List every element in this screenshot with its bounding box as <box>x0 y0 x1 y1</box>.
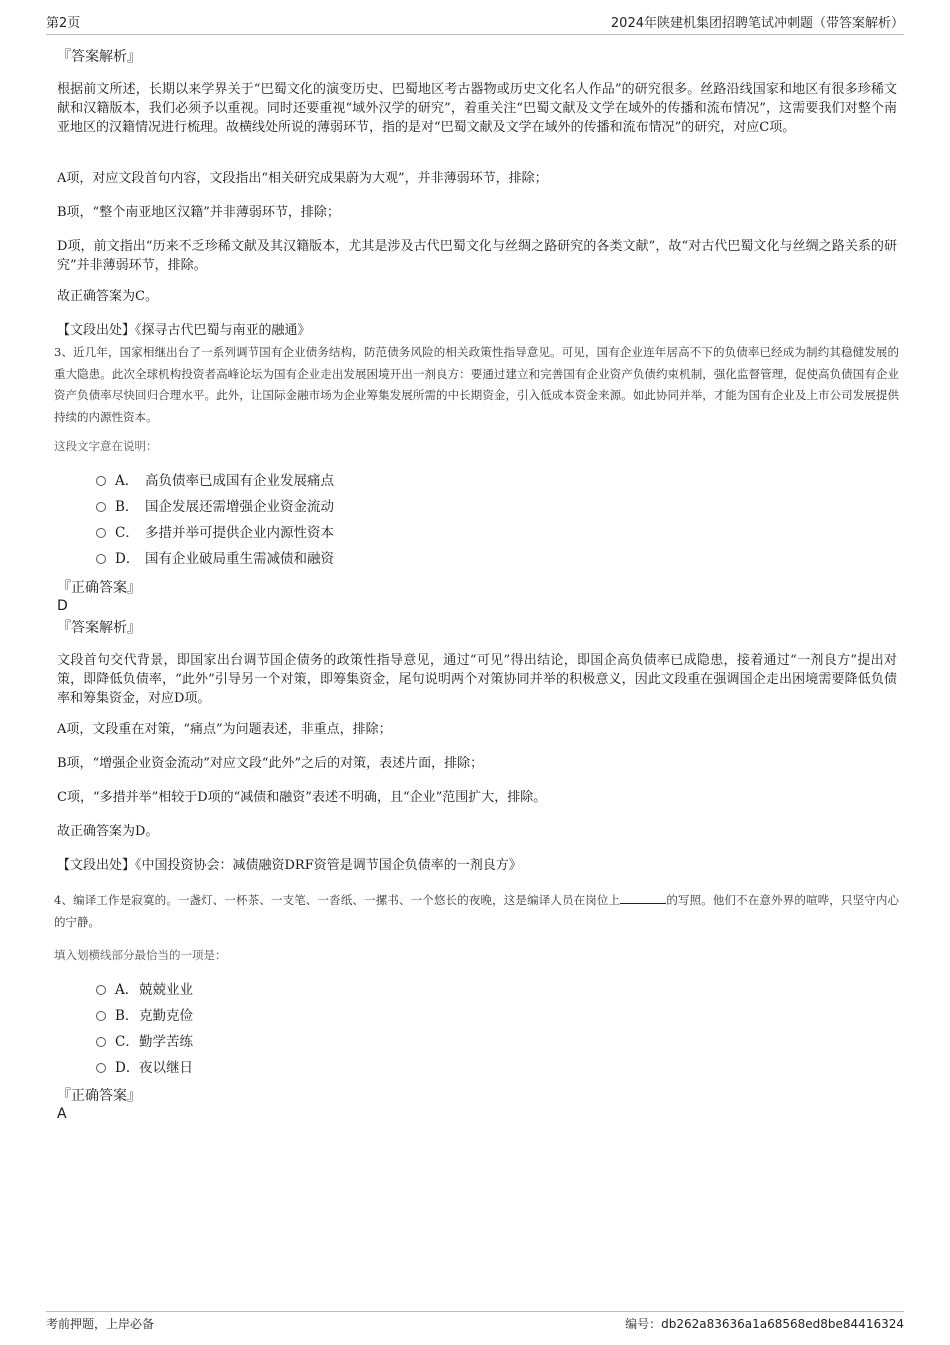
q3-analysis-paragraph: 文段首句交代背景，即国家出台调节国企债务的政策性指导意见，通过“可见”得出结论，即国企高负债率已成隐患，接着通过“一剂良方”提出对策，即降低负债率，“此外”引导另一个对策，即筹集资金，尾句说明两个对策协同并举的积极意义，因此文段重在强调国企走出困境需要降低负债率和筹集资金，对应D项。 <box>57 653 897 706</box>
q3-option-c[interactable] <box>96 523 334 543</box>
option-letter: B． <box>115 499 139 515</box>
q3-conclusion: 故正确答案为D。 <box>57 824 159 839</box>
q2-source: 【文段出处】《探寻古代巴蜀与南亚的融通》 <box>57 323 311 338</box>
radio-icon[interactable] <box>96 554 106 564</box>
radio-icon[interactable] <box>96 1037 106 1047</box>
option-letter: A． <box>115 982 139 998</box>
document-title: 2024年陕建机集团招聘笔试冲刺题（带答案解析） <box>610 16 904 31</box>
q3-answer-value: D <box>57 598 68 614</box>
q3-stem: 3、近几年，国家相继出台了一系列调节国有企业债务结构，防范债务风险的相关政策性指导意见。可见，国有企业连年居高不下的负债率已经成为制约其稳健发展的重大隐患。此次全球机构投资者高峰论坛为国有企业走出发展困境开出一剂良方：要通过建立和完善国有企业资产负债约束机制，强化监督管理，促使高负债国有企业资产负债率尽快回归合理水平。此外，让国际金融市场为企业筹集发展所需的中长期资金，引入低成本资金来源。如此协同并举，才能为国有企业及上市公司发展提供持续的内源性资本。 <box>54 345 899 424</box>
page-footer <box>46 1311 904 1334</box>
option-text: 国有企业破局重生需减债和融资 <box>145 551 334 567</box>
q3-option-b[interactable] <box>96 497 334 517</box>
q4-stem-part-2: 的写照。他们不在意外界的喧哗，只坚守内心的宁静。 <box>54 893 900 929</box>
q4-option-d[interactable] <box>96 1058 193 1078</box>
radio-icon[interactable] <box>96 476 106 486</box>
q3-option-a[interactable] <box>96 471 334 491</box>
option-letter: D． <box>115 1060 140 1076</box>
option-text: 多措并举可提供企业内源性资本 <box>145 525 334 541</box>
q3-option-a-analysis: A项，文段重在对策，“痛点”为问题表述，非重点，排除； <box>57 722 392 737</box>
page-header <box>46 14 904 35</box>
q3-analysis-heading: 『答案解析』 <box>57 620 141 636</box>
option-text: 勤学苦练 <box>139 1034 193 1050</box>
q2-analysis-heading: 『答案解析』 <box>57 49 141 65</box>
q3-instruction: 这段文字意在说明： <box>54 439 158 453</box>
radio-icon[interactable] <box>96 1063 106 1073</box>
radio-icon[interactable] <box>96 528 106 538</box>
q2-option-a-analysis: A项，对应文段首句内容，文段指出“相关研究成果蔚为大观”，并非薄弱环节，排除； <box>57 171 548 186</box>
q4-option-a[interactable] <box>96 980 193 1000</box>
q4-answer-heading: 『正确答案』 <box>57 1088 141 1104</box>
footer-slogan: 考前押题，上岸必备 <box>46 1317 155 1331</box>
q4-instruction: 填入划横线部分最恰当的一项是： <box>54 948 227 962</box>
q4-answer-value: A <box>57 1106 67 1122</box>
option-text: 克勤克俭 <box>139 1008 193 1024</box>
option-text: 国企发展还需增强企业资金流动 <box>145 499 334 515</box>
radio-icon[interactable] <box>96 985 106 995</box>
q3-option-b-analysis: B项，“增强企业资金流动”对应文段“此外”之后的对策，表述片面，排除； <box>57 756 484 771</box>
q4-option-b[interactable] <box>96 1006 193 1026</box>
q2-option-d-analysis: D项，前文指出“历来不乏珍稀文献及其汉籍版本，尤其是涉及古代巴蜀文化与丝绸之路研究的各类文献”，故“对古代巴蜀文化与丝绸之路关系的研究”并非薄弱环节，排除。 <box>57 239 897 273</box>
q2-conclusion: 故正确答案为C。 <box>57 289 158 304</box>
radio-icon[interactable] <box>96 1011 106 1021</box>
q3-option-d[interactable] <box>96 549 334 569</box>
q4-fill-blank <box>620 891 666 904</box>
radio-icon[interactable] <box>96 502 106 512</box>
q4-option-c[interactable] <box>96 1032 193 1052</box>
document-code: 编号：db262a83636a1a68568ed8be84416324 <box>625 1317 904 1331</box>
option-letter: C． <box>115 1034 139 1050</box>
option-letter: D． <box>115 551 140 567</box>
option-text: 夜以继日 <box>139 1060 193 1076</box>
page-number: 第2页 <box>46 16 81 31</box>
q2-analysis-paragraph: 根据前文所述，长期以来学界关于“巴蜀文化的演变历史、巴蜀地区考古器物或历史文化名人作品”的研究很多。丝路沿线国家和地区有很多珍稀文献和汉籍版本，我们必须予以重视。同时还要重视“域外汉学的研究”，着重关注“巴蜀文献及文学在域外的传播和流布情况”，这需要我们对整个南亚地区的汉籍情况进行梳理。故横线处所说的薄弱环节，指的是对“巴蜀文献及文学在域外的传播和流布情况”的研究，对应C项。 <box>57 82 897 135</box>
q4-stem-part-1: 4、编译工作是寂寞的。一盏灯、一杯茶、一支笔、一沓纸、一摞书、一个悠长的夜晚，这是编译人员在岗位上 <box>54 893 621 907</box>
option-text: 高负债率已成国有企业发展痛点 <box>145 473 334 489</box>
q3-option-c-analysis: C项，“多措并举”相较于D项的“减债和融资”表述不明确，且“企业”范围扩大，排除。 <box>57 790 547 805</box>
option-letter: C． <box>115 525 139 541</box>
option-text: 兢兢业业 <box>139 982 193 998</box>
q3-source: 【文段出处】《中国投资协会：减债融资DRF资管是调节国企负债率的一剂良方》 <box>57 858 522 873</box>
option-letter: A． <box>115 473 139 489</box>
q3-answer-heading: 『正确答案』 <box>57 580 141 596</box>
q2-option-b-analysis: B项，“整个南亚地区汉籍”并非薄弱环节，排除； <box>57 205 340 220</box>
q4-stem <box>54 890 899 933</box>
option-letter: B． <box>115 1008 139 1024</box>
